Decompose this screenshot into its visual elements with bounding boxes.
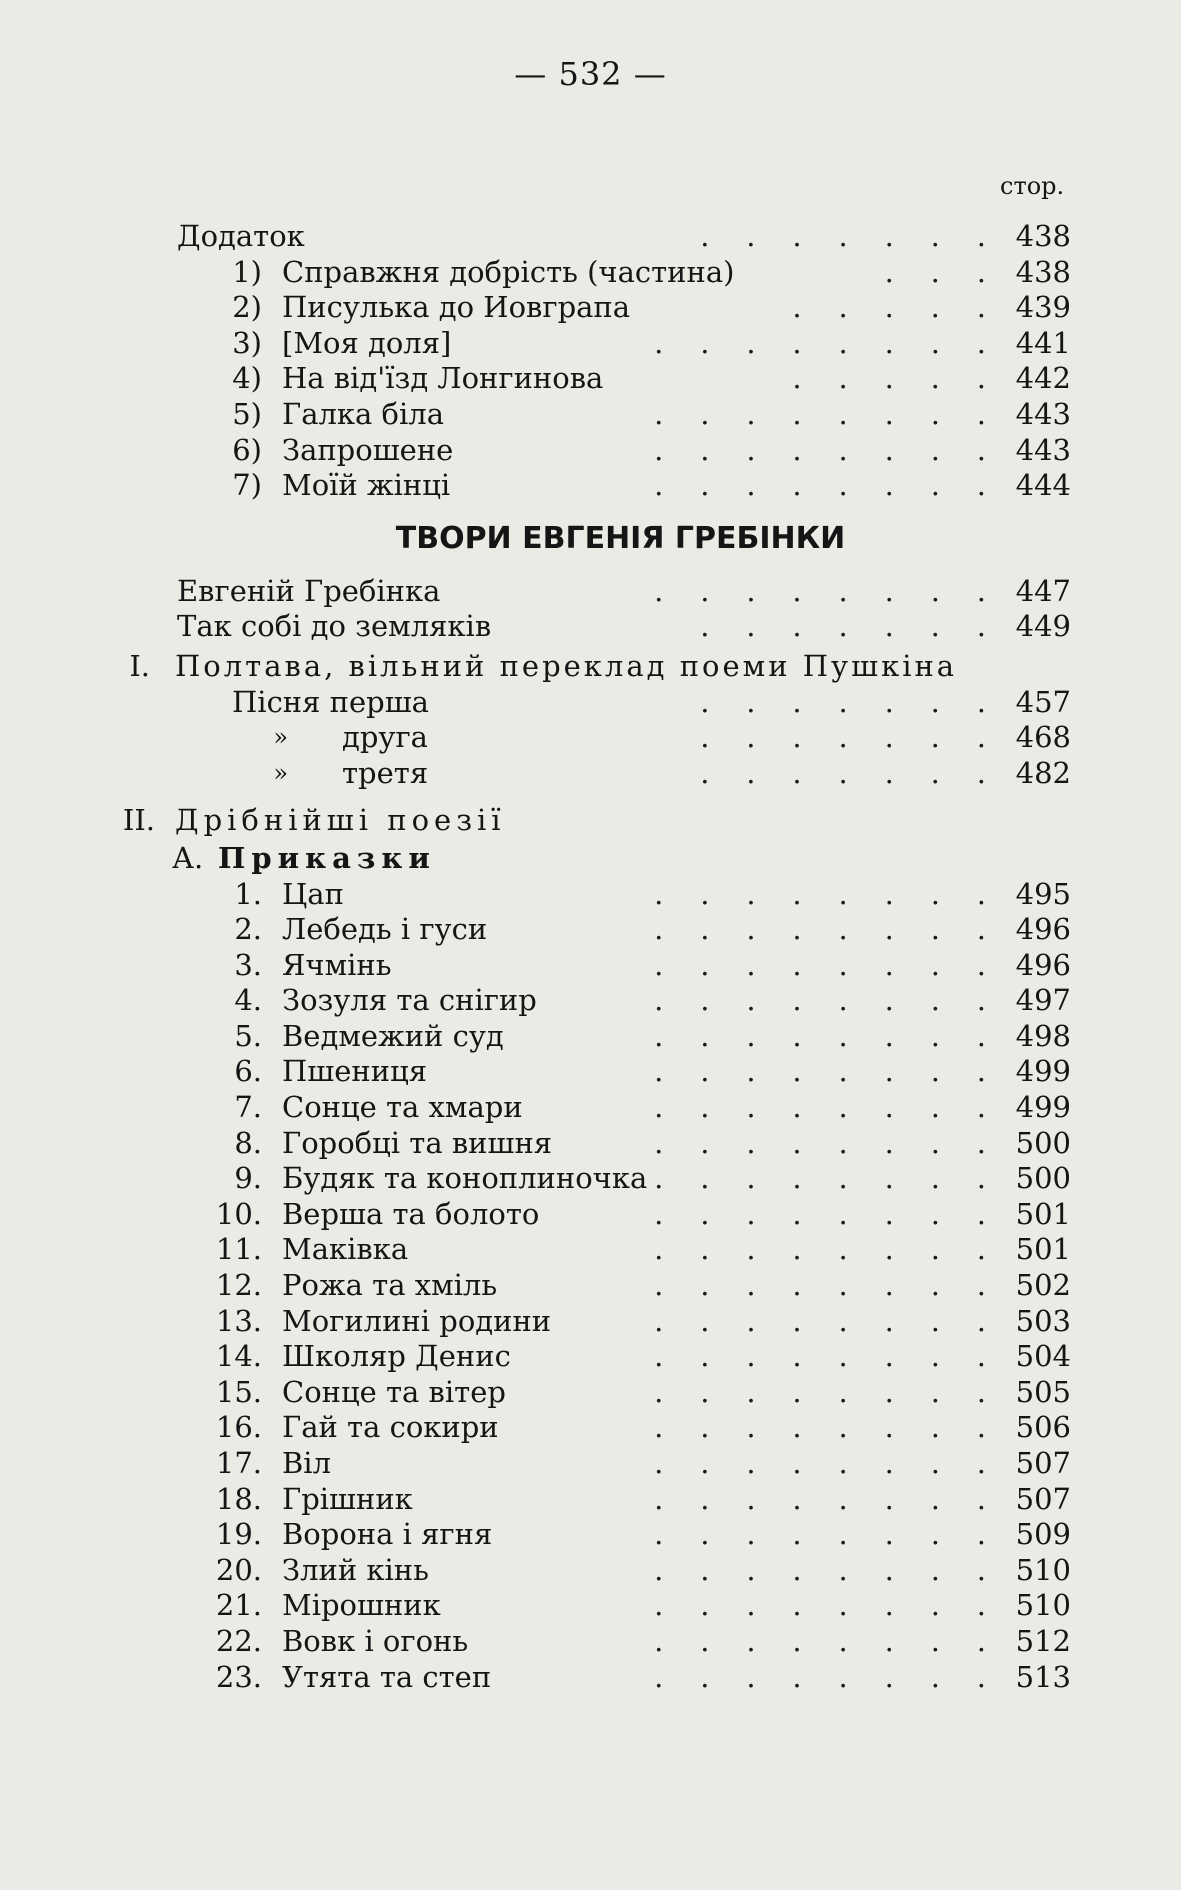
entry-page: 501 [1015,1196,1071,1231]
entry-number: 22. [215,1623,262,1658]
entry-number: 13. [215,1303,262,1338]
leader-dots: . . . . . . . . [654,432,986,467]
toc-entry [0,1553,1181,1589]
entry-number: 5) [232,396,262,431]
entry-number: 20. [215,1552,262,1587]
leader-dots: . . . . . . . . [654,1232,986,1267]
entry-title: [Моя доля] [282,325,452,360]
toc-entry [0,1161,1181,1197]
entry-number: 14. [215,1339,262,1374]
entry-title: Запрошене [282,432,454,467]
entry-title: Так собі до земляків [177,609,492,644]
entry-page: 510 [1015,1588,1071,1623]
entry-number: 8. [234,1125,262,1160]
entry-page: 507 [1015,1481,1071,1516]
entry-number: 3) [232,325,262,360]
entry-title: Зозуля та снігир [282,983,537,1018]
entry-page: 447 [1015,573,1071,608]
entry-title: Ячмінь [282,947,392,982]
entry-page: 512 [1015,1623,1071,1658]
entry-page: 500 [1015,1125,1071,1160]
entry-page: 468 [1015,720,1071,755]
leader-dots: . . . . . . . . [654,876,986,911]
toc-entry [0,983,1181,1019]
entry-page: 507 [1015,1446,1071,1480]
entry-page: 509 [1015,1517,1071,1552]
leader-dots: . . . . . . . . [654,1161,986,1196]
leader-dots: . . . . . . . . [654,1588,986,1623]
toc-entry [0,468,1181,504]
subsection-letter: А. [172,840,204,875]
entry-title: Сонце та хмари [282,1090,523,1125]
entry-number: 3. [234,947,262,982]
entry-number: 6. [234,1054,262,1089]
entry-title: Утята та степ [282,1659,492,1694]
leader-dots: . . . . . . . . [654,1552,986,1587]
toc-entry [0,1410,1181,1446]
leader-dots: . . . . . . . . [654,1054,986,1089]
entry-title: Злий кінь [282,1552,429,1587]
leader-dots: . . . . . . . . [654,1623,986,1658]
toc-entry [0,1197,1181,1233]
toc-entry [0,1126,1181,1162]
part-title: Полтава, вільний переклад поеми Пушкіна [175,648,958,683]
subsection-heading [0,841,1181,877]
entry-number: 19. [215,1517,262,1552]
toc-entry [0,255,1181,291]
entry-number: 2. [234,912,262,947]
entry-page: 499 [1015,1054,1071,1089]
leader-dots: . . . . . . . . [654,396,986,431]
toc-entry [0,1339,1181,1375]
entry-page: 497 [1015,983,1071,1018]
entry-number: 5. [234,1018,262,1053]
entry-page: 443 [1015,396,1071,431]
entry-title: Моїй жінці [282,468,451,503]
entry-number: 17. [215,1446,262,1480]
leader-dots: . . . . . . . . [654,1303,986,1338]
entry-page: 501 [1015,1232,1071,1267]
entry-title: Пшениця [282,1054,428,1089]
entry-page: 510 [1015,1552,1071,1587]
entry-title: Горобці та вишня [282,1125,553,1160]
page-column-label: стор. [1000,172,1065,200]
entry-title: Маківка [282,1232,409,1267]
entry-title: Могилині родини [282,1303,552,1338]
entry-page: 438 [1015,219,1071,253]
entry-number: 16. [215,1410,262,1445]
entry-title: На від'їзд Лонгинова [282,361,604,396]
entry-title: Верша та болото [282,1196,540,1231]
toc-entry [0,574,1181,610]
leader-dots: . . . . . . . [700,609,986,644]
entry-title: Школяр Денис [282,1339,511,1374]
toc-entry [0,685,1181,721]
part-number: II. [122,803,155,838]
toc-entry [0,1624,1181,1660]
entry-page: 439 [1015,290,1071,325]
toc-entry [0,1588,1181,1624]
entry-title: Мірошник [282,1588,441,1623]
entry-number: 10. [215,1196,262,1231]
entry-number: 6) [232,432,262,467]
entry-number: 9. [234,1161,262,1196]
part-title: Дрібнійші поезії [175,803,506,838]
toc-entry [0,397,1181,433]
entry-page: 500 [1015,1161,1071,1196]
toc-entry [0,1482,1181,1518]
toc-entry [0,1054,1181,1090]
leader-dots: . . . . . . . . [654,1018,986,1053]
entry-page: 438 [1015,254,1071,289]
toc-entry [0,290,1181,326]
entry-page: 499 [1015,1090,1071,1125]
part-number: I. [129,648,150,683]
leader-dots: . . . . . . . . [654,1374,986,1409]
subsection-title: Приказки [218,840,436,875]
toc-entry [0,756,1181,792]
toc-entry [0,1375,1181,1411]
entry-title: Цап [282,876,344,911]
entry-number: 12. [215,1268,262,1303]
entry-title: Будяк та коноплиночка [282,1161,648,1196]
entry-page: 482 [1015,755,1071,790]
entry-number: 18. [215,1481,262,1516]
entry-title: Евгеній Гребінка [177,573,441,608]
fables-list [0,877,1181,1696]
toc-entry [0,1232,1181,1268]
entry-number: 11. [215,1232,262,1267]
toc-entry [0,361,1181,397]
leader-dots: . . . . . . . . [654,1517,986,1552]
entry-title: Рожа та хміль [282,1268,498,1303]
toc-entry [0,720,1181,756]
leader-dots: . . . . . . . . [654,1481,986,1516]
leader-dots: . . . . . . . . [654,1196,986,1231]
toc-entry [0,948,1181,984]
entry-number: 23. [215,1659,262,1694]
leader-dots: . . . [884,254,986,289]
entry-page: 449 [1015,609,1071,644]
entry-page: 457 [1015,684,1071,719]
section-heading: ТВОРИ ЕВГЕНІЯ ГРЕБІНКИ [395,520,846,556]
entry-page: 502 [1015,1268,1071,1303]
entry-title: Вовк і огонь [282,1623,469,1658]
leader-dots: . . . . . . . . [654,983,986,1018]
part-heading-2 [0,803,1181,839]
leader-dots: . . . . . . . [700,755,986,790]
entry-title: Ворона і ягня [282,1517,493,1552]
entry-number: 7. [234,1090,262,1125]
entry-title: друга [342,720,428,755]
entry-page: 443 [1015,432,1071,467]
page-number: — 532 — [514,55,667,93]
entry-page: 441 [1015,325,1071,360]
entry-page: 513 [1015,1659,1071,1694]
leader-dots: . . . . . . . . [654,947,986,982]
entry-title: третя [342,755,429,790]
entry-number: 2) [232,290,262,325]
entry-number: 1. [234,876,262,911]
entry-title: Додаток [177,219,305,253]
toc-entry [0,1517,1181,1553]
entry-number: 7) [232,468,262,503]
entry-title: Пісня перша [232,684,429,719]
entry-number: 4) [232,361,262,396]
entry-title: Писулька до Иовграпа [282,290,631,325]
leader-dots: . . . . . . . . [654,1339,986,1374]
leader-dots: . . . . . [792,290,986,325]
entry-title: Ведмежий суд [282,1018,504,1053]
toc-entry [0,1446,1181,1482]
entry-title: Сонце та вітер [282,1374,506,1409]
toc-entry [0,912,1181,948]
toc-entry [0,1660,1181,1696]
ditto-mark: » [273,758,288,787]
entry-number: 21. [215,1588,262,1623]
toc-entry [0,326,1181,362]
entry-number: 15. [215,1374,262,1409]
ditto-mark: » [273,723,288,752]
leader-dots: . . . . . . . [700,219,986,253]
entry-page: 444 [1015,468,1071,503]
entry-page: 503 [1015,1303,1071,1338]
toc-entry-appendix [0,219,1181,255]
entry-page: 505 [1015,1374,1071,1409]
entry-page: 506 [1015,1410,1071,1445]
entry-page: 496 [1015,912,1071,947]
leader-dots: . . . . . . . . [654,573,986,608]
entry-page: 442 [1015,361,1071,396]
leader-dots: . . . . . . . [700,720,986,755]
toc-entry [0,1090,1181,1126]
leader-dots: . . . . . . . . [654,325,986,360]
entry-title: Гай та сокири [282,1410,499,1445]
entry-page: 504 [1015,1339,1071,1374]
toc-entry [0,1268,1181,1304]
toc-entry [0,609,1181,645]
entry-title: Грішник [282,1481,413,1516]
entry-page: 496 [1015,947,1071,982]
entry-page: 498 [1015,1018,1071,1053]
leader-dots: . . . . . . . . [654,1446,986,1480]
part-heading-1 [0,649,1181,685]
entry-title: Галка біла [282,396,444,431]
leader-dots: . . . . . . . . [654,1410,986,1445]
toc-entry [0,433,1181,469]
leader-dots: . . . . . . . . [654,912,986,947]
entry-number: 1) [232,254,262,289]
leader-dots: . . . . . . . . [654,468,986,503]
leader-dots: . . . . . [792,361,986,396]
leader-dots: . . . . . . . . [654,1125,986,1160]
entry-title: Лебедь і гуси [282,912,488,947]
entry-title: Віл [282,1446,332,1480]
toc-entry [0,1304,1181,1340]
entry-page: 495 [1015,876,1071,911]
table-of-contents [0,219,1181,1695]
toc-entry [0,877,1181,913]
leader-dots: . . . . . . . . [654,1659,986,1694]
leader-dots: . . . . . . . [700,684,986,719]
leader-dots: . . . . . . . . [654,1090,986,1125]
entry-number: 4. [234,983,262,1018]
entry-title: Справжня добрість (частина) [282,254,735,289]
toc-entry [0,1019,1181,1055]
leader-dots: . . . . . . . . [654,1268,986,1303]
